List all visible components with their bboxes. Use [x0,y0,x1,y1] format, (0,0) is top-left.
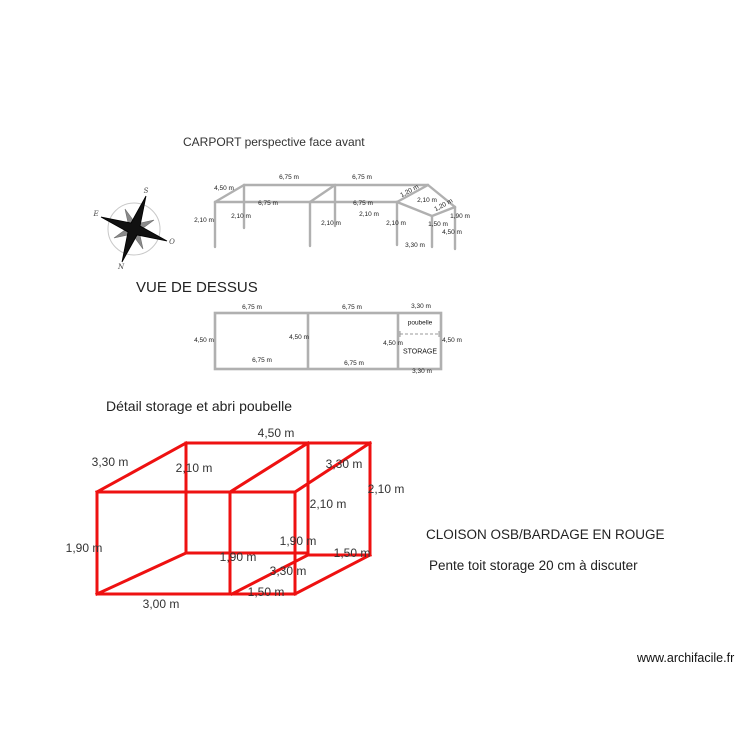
dim-label: 3,30 m [325,457,363,471]
dim-label: 2,10 m [231,212,251,220]
compass-east-label: E [93,210,99,218]
top-view-poubelle-divider [400,331,439,337]
dim-label: 1,20 m [433,197,455,214]
dim-label: 4,50 m [442,336,462,344]
dim-label: 1,90 m [279,534,317,548]
dim-label: 4,50 m [214,184,234,192]
dim-label: 4,50 m [383,339,403,347]
perspective-title: CARPORT perspective face avant [183,135,365,149]
note-pente: Pente toit storage 20 cm à discuter [429,558,638,573]
dim-label: 6,75 m [353,199,373,207]
compass-north-label: N [117,263,125,271]
dim-label: 2,10 m [175,461,213,475]
dim-label: 1,20 m [399,183,421,200]
dim-label: 1,50 m [247,585,285,599]
dim-label: 2,10 m [386,219,406,227]
dim-label: 3,00 m [142,597,180,611]
dim-label: 1,90 m [219,550,257,564]
dim-label: 4,50 m [289,333,309,341]
dim-label: 6,75 m [242,303,262,311]
dim-label: 1,50 m [333,546,371,560]
dim-label: 3,30 m [269,564,307,578]
dim-label: 2,10 m [309,497,347,511]
dim-label: 2,10 m [417,196,437,204]
dim-label: 2,10 m [359,210,379,218]
dim-label: 6,75 m [344,359,364,367]
dim-label: 1,50 m [428,220,448,228]
room-label-poubelle: poubelle [407,319,433,327]
top-view-title: VUE DE DESSUS [136,279,258,296]
dim-label: 6,75 m [252,356,272,364]
dim-label: 3,30 m [405,241,425,249]
compass-west-label: O [169,238,175,246]
dim-label: 3,30 m [91,455,129,469]
dim-label: 6,75 m [279,173,299,181]
dim-label: 3,30 m [412,367,432,375]
note-cloison: CLOISON OSB/BARDAGE EN ROUGE [426,527,665,542]
detail-title: Détail storage et abri poubelle [106,398,293,414]
archifacile-watermark: www.archifacile.fr [637,651,735,665]
dim-label: 2,10 m [321,219,341,227]
dim-label: 4,50 m [442,228,462,236]
room-label-storage: STORAGE [402,348,438,356]
perspective-structure [215,185,455,249]
dim-label: 2,10 m [367,482,405,496]
dim-label: 1,90 m [450,212,470,220]
compass-rose-icon [101,196,167,262]
dim-label: 1,90 m [65,541,103,555]
dim-label: 4,50 m [194,336,214,344]
dim-label: 6,75 m [258,199,278,207]
dim-label: 6,75 m [352,173,372,181]
dim-label: 2,10 m [194,216,214,224]
dim-label: 6,75 m [342,303,362,311]
dim-label: 4,50 m [257,426,295,440]
dim-label: 3,30 m [411,302,431,310]
compass-south-label: S [143,187,149,195]
